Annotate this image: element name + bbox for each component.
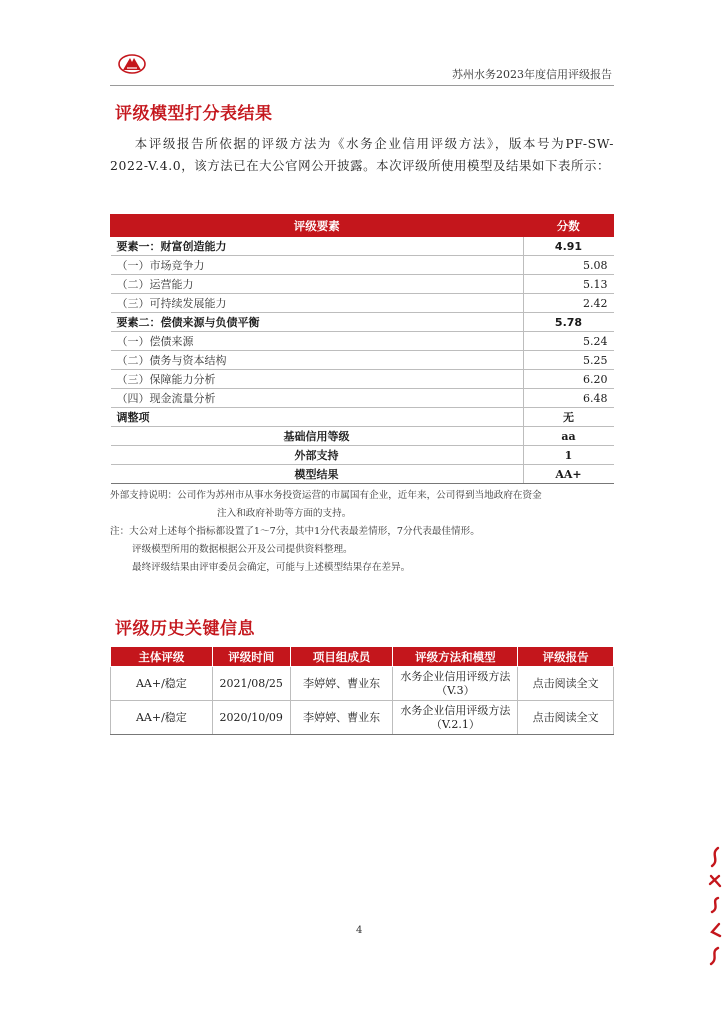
score-table-row [111, 275, 614, 294]
score-table-header-score: 分数 [523, 215, 614, 237]
score-factor-cell: （三）保障能力分析 [111, 370, 524, 389]
data-source-note: 评级模型所用的数据根据公开及公司提供资料整理。 [132, 544, 353, 555]
score-value-cell: 6.48 [523, 389, 614, 408]
history-header-method: 评级方法和模型 [393, 647, 518, 667]
score-table-row [111, 465, 614, 484]
header-divider [110, 85, 614, 86]
history-table [110, 646, 614, 735]
score-table-header-factor: 评级要素 [111, 215, 524, 237]
report-header-title: 苏州水务2023年度信用评级报告 [452, 68, 612, 81]
section-title-scores: 评级模型打分表结果 [115, 104, 273, 124]
score-factor-cell: （三）可持续发展能力 [111, 294, 524, 313]
history-members-cell: 李婷婷、曹业东 [290, 701, 393, 735]
history-method-version: （V.2.1） [430, 717, 480, 731]
history-report-link[interactable]: 点击阅读全文 [518, 701, 614, 735]
dagong-logo-icon [117, 53, 147, 75]
history-method-name: 水务企业信用评级方法 [400, 669, 511, 683]
history-members-cell: 李婷婷、曹业东 [290, 667, 393, 701]
history-rating-cell: AA+/稳定 [111, 667, 213, 701]
score-factor-cell: 要素一：财富创造能力 [111, 237, 524, 256]
score-factor-cell: 调整项 [111, 408, 524, 427]
history-table-row [111, 667, 614, 701]
score-value-cell: 5.25 [523, 351, 614, 370]
notes-block [110, 487, 616, 577]
score-factor-cell: （一）市场竞争力 [111, 256, 524, 275]
history-table-row [111, 701, 614, 735]
score-table-row [111, 408, 614, 427]
score-value-cell: 5.08 [523, 256, 614, 275]
history-method-cell [393, 701, 518, 735]
external-support-note-cont: 注入和政府补助等方面的支持。 [217, 508, 352, 519]
side-seal-stamp-icon [704, 840, 724, 970]
score-table-header [111, 215, 614, 237]
external-support-note: 外部支持说明：公司作为苏州市从事水务投资运营的市属国有企业，近年来，公司得到当地政府在资金 [110, 490, 542, 501]
score-table-row [111, 351, 614, 370]
score-factor-cell: （二）运营能力 [111, 275, 524, 294]
score-table-row [111, 427, 614, 446]
score-factor-cell: （二）债务与资本结构 [111, 351, 524, 370]
score-table-row [111, 332, 614, 351]
score-value-cell: 6.20 [523, 370, 614, 389]
history-header-members: 项目组成员 [290, 647, 393, 667]
final-result-note: 最终评级结果由评审委员会确定，可能与上述模型结果存在差异。 [132, 562, 411, 573]
score-value-cell: AA+ [523, 465, 614, 484]
intro-paragraph: 本评级报告所依据的评级方法为《水务企业信用评级方法》，版本号为PF-SW-2022-V.4.0，该方法已在大公官网公开披露。本次评级所使用模型及结果如下表所示： [110, 136, 614, 173]
score-table-row [111, 294, 614, 313]
history-method-name: 水务企业信用评级方法 [400, 703, 511, 717]
score-factor-cell: 模型结果 [111, 465, 524, 484]
score-value-cell: 2.42 [523, 294, 614, 313]
score-table-row [111, 370, 614, 389]
history-header-date: 评级时间 [212, 647, 290, 667]
history-header-report: 评级报告 [518, 647, 614, 667]
score-factor-cell: 外部支持 [111, 446, 524, 465]
history-method-version: （V.3） [436, 683, 475, 697]
score-factor-cell: 要素二：偿债来源与负债平衡 [111, 313, 524, 332]
scale-note: 注：大公对上述每个指标都设置了1～7分，其中1分代表最差情形，7分代表最佳情形。 [110, 526, 480, 537]
score-value-cell: 5.24 [523, 332, 614, 351]
history-table-header [111, 647, 614, 667]
score-table-row [111, 389, 614, 408]
score-value-cell: 4.91 [523, 237, 614, 256]
score-table [110, 214, 614, 484]
score-value-cell: 5.78 [523, 313, 614, 332]
score-value-cell: 无 [523, 408, 614, 427]
score-factor-cell: （一）偿债来源 [111, 332, 524, 351]
score-value-cell: 1 [523, 446, 614, 465]
history-method-cell [393, 667, 518, 701]
score-factor-cell: 基础信用等级 [111, 427, 524, 446]
history-header-rating: 主体评级 [111, 647, 213, 667]
score-factor-cell: （四）现金流量分析 [111, 389, 524, 408]
score-table-row [111, 313, 614, 332]
score-value-cell: aa [523, 427, 614, 446]
page-number: 4 [356, 925, 363, 936]
history-report-link[interactable]: 点击阅读全文 [518, 667, 614, 701]
score-value-cell: 5.13 [523, 275, 614, 294]
history-rating-cell: AA+/稳定 [111, 701, 213, 735]
score-table-row [111, 446, 614, 465]
history-date-cell: 2021/08/25 [212, 667, 290, 701]
history-date-cell: 2020/10/09 [212, 701, 290, 735]
score-table-row [111, 237, 614, 256]
section-title-history: 评级历史关键信息 [115, 619, 255, 639]
score-table-row [111, 256, 614, 275]
